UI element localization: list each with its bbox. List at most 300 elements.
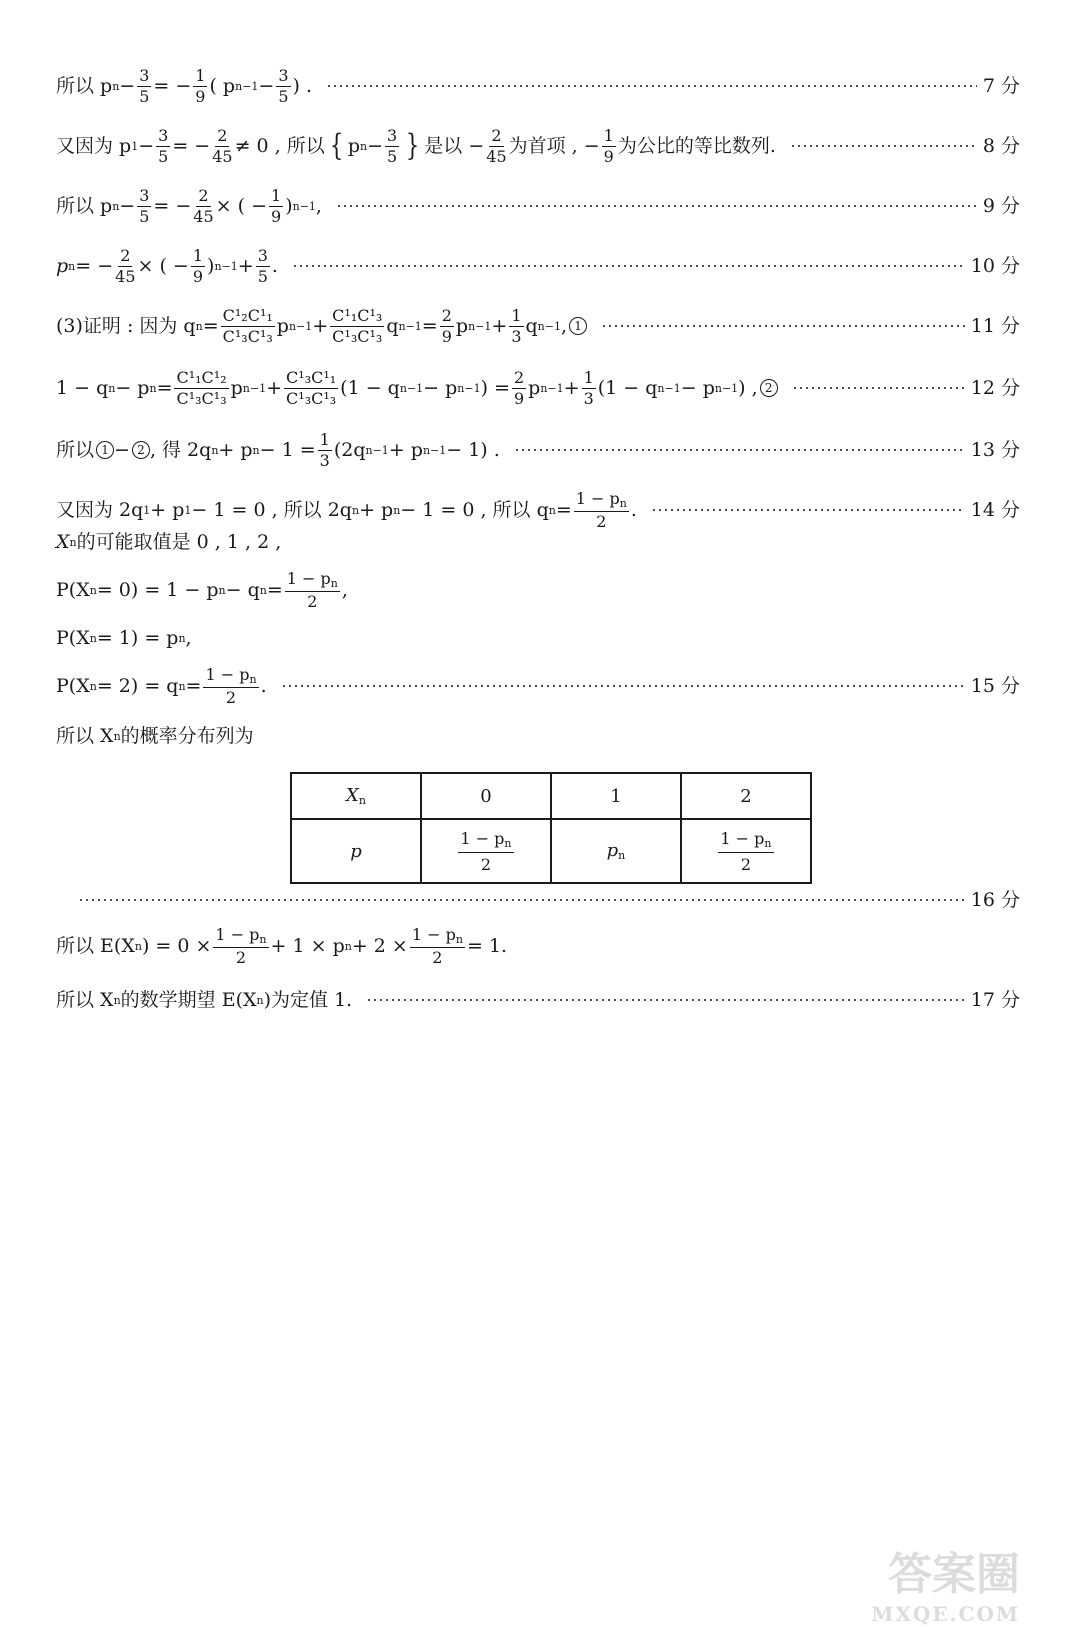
text: + p xyxy=(388,438,423,461)
fraction xyxy=(582,367,596,408)
subscript: n−1 xyxy=(235,79,259,93)
numerator xyxy=(458,829,513,853)
text: − 1) . xyxy=(446,438,500,461)
text: 1 − p xyxy=(215,924,260,944)
subscript: n xyxy=(455,932,463,946)
table-cell xyxy=(291,773,421,819)
table-cell xyxy=(421,819,551,883)
math-expression xyxy=(56,530,282,553)
text: 1 − p xyxy=(460,828,505,848)
text: p xyxy=(276,314,289,337)
denominator: 45 xyxy=(193,206,214,226)
text: = − xyxy=(153,74,192,97)
fraction xyxy=(193,185,214,226)
text: . xyxy=(271,254,278,277)
text: 所以 p xyxy=(56,194,113,217)
subscript: n xyxy=(211,443,219,457)
subscript: n−1 xyxy=(540,381,564,395)
text: p xyxy=(606,840,619,861)
leader-dots xyxy=(651,509,965,511)
solution-line-10 xyxy=(56,242,1020,290)
subscript: n xyxy=(113,729,121,743)
text: + xyxy=(312,314,329,337)
text: , 得 2q xyxy=(149,438,212,461)
fraction xyxy=(385,125,399,166)
subscript: n−1 xyxy=(537,319,561,333)
table-cell: 1 xyxy=(551,773,681,819)
numerator: 1 xyxy=(192,245,204,265)
text: − p xyxy=(423,376,458,399)
subscript: n xyxy=(113,993,121,1007)
text: + p xyxy=(150,498,185,521)
fraction xyxy=(512,367,526,408)
text: ) xyxy=(285,194,293,217)
score-label: 8 分 xyxy=(982,134,1020,157)
text: , xyxy=(560,314,568,337)
numerator: 1 xyxy=(319,429,330,449)
denominator: 45 xyxy=(212,146,233,166)
math-expression xyxy=(56,626,192,649)
fraction xyxy=(410,924,465,967)
text: = xyxy=(202,314,219,337)
subscript: n−1 xyxy=(457,381,481,395)
fraction xyxy=(330,305,384,346)
leader-dots xyxy=(326,85,977,87)
text: × ( − xyxy=(215,194,267,217)
fraction xyxy=(509,305,523,346)
subscript: n xyxy=(249,672,257,686)
subscript: n xyxy=(68,259,76,273)
solution-line xyxy=(56,712,1020,760)
subscript: n−1 xyxy=(399,381,424,395)
score-label: 17 分 xyxy=(970,988,1020,1011)
fraction xyxy=(284,367,338,408)
text: − p xyxy=(680,376,715,399)
subscript: n xyxy=(112,79,120,93)
subscript: n xyxy=(178,631,186,645)
denominator: C¹₃C¹₃ xyxy=(286,388,337,408)
subscript: n xyxy=(548,503,556,517)
denominator: 2 xyxy=(596,511,607,531)
numerator: C¹₂C¹₁ xyxy=(222,305,273,325)
numerator: 3 xyxy=(278,65,289,85)
table-row xyxy=(291,819,811,883)
numerator: 1 xyxy=(603,125,614,145)
subscript: n−1 xyxy=(422,443,447,457)
fraction xyxy=(203,664,258,707)
subscript: n−1 xyxy=(288,319,313,333)
text: + p xyxy=(359,498,394,521)
leader-dots xyxy=(790,145,977,147)
numerator: 1 xyxy=(195,65,206,85)
text: (1 − q xyxy=(340,376,400,399)
text: − 1 = 0 , 所以 q xyxy=(400,498,549,521)
denominator: 2 xyxy=(432,947,443,967)
subscript: 1 xyxy=(184,503,192,517)
text: = − xyxy=(75,254,114,277)
fraction xyxy=(191,245,205,286)
solution-line-11 xyxy=(56,302,1020,350)
text: + 2 × xyxy=(351,934,408,957)
text: − xyxy=(258,74,275,97)
subscript: n xyxy=(351,503,360,517)
subscript: n xyxy=(393,503,401,517)
text: p xyxy=(230,376,243,399)
subscript: n xyxy=(218,583,226,597)
fraction xyxy=(486,125,507,166)
text: 是以 − xyxy=(424,134,485,157)
fraction xyxy=(174,367,228,408)
math-expression xyxy=(56,367,778,408)
text: = xyxy=(185,674,202,697)
solution-line-15 xyxy=(56,662,1020,710)
fraction xyxy=(276,65,290,106)
subscript: n xyxy=(89,679,97,693)
denominator: 5 xyxy=(139,206,150,226)
subscript: n xyxy=(330,576,338,590)
solution-line-13 xyxy=(56,426,1020,474)
score-label: 7 分 xyxy=(982,74,1020,97)
subscript: n xyxy=(358,794,366,807)
text: 为首项 , − xyxy=(508,134,600,157)
text: 1 − p xyxy=(411,924,456,944)
denominator: 45 xyxy=(115,266,136,286)
text: 的可能取值是 0 , 1 , 2 , xyxy=(76,530,282,553)
numerator: C¹₃C¹₁ xyxy=(286,367,337,387)
fraction xyxy=(256,245,270,286)
fraction xyxy=(115,245,136,286)
numerator: 2 xyxy=(198,185,209,205)
subscript: n−1 xyxy=(714,381,739,395)
denominator: C¹₃C¹₃ xyxy=(176,388,227,408)
denominator: 5 xyxy=(158,146,169,166)
text: p xyxy=(528,376,541,399)
circled-number-icon: 2 xyxy=(132,441,150,459)
text: , xyxy=(341,578,348,601)
math-expression xyxy=(56,724,254,747)
math-expression xyxy=(56,65,313,106)
probability-distribution-table xyxy=(290,772,812,884)
subscript: n−1 xyxy=(657,381,681,395)
watermark-logo xyxy=(830,1538,1020,1626)
text: + 1 × p xyxy=(270,934,345,957)
subscript: n xyxy=(259,583,267,597)
leader-dots xyxy=(601,325,965,327)
text: 1 − p xyxy=(286,568,331,588)
text: 的数学期望 E(X xyxy=(120,988,257,1011)
fraction xyxy=(440,305,454,346)
text: + xyxy=(237,254,254,277)
subscript: n xyxy=(178,679,186,693)
numerator xyxy=(410,924,465,948)
circled-number-icon: 2 xyxy=(760,379,778,397)
text: = 2) = q xyxy=(96,674,179,697)
numerator: 1 xyxy=(583,367,594,387)
denominator: 5 xyxy=(387,146,398,166)
fraction xyxy=(212,125,233,166)
text: 所以 X xyxy=(56,724,114,747)
superscript: n−1 xyxy=(292,199,316,213)
text: − xyxy=(114,438,130,461)
subscript: n xyxy=(252,443,260,457)
numerator xyxy=(285,568,340,592)
score-label: 16 分 xyxy=(970,888,1020,911)
numerator: C¹₁C¹₃ xyxy=(332,305,383,325)
subscript: n xyxy=(764,836,772,850)
text: p xyxy=(350,840,362,862)
numerator xyxy=(203,664,258,688)
watermark-url: MXQE.COM xyxy=(871,1602,1020,1626)
denominator: 2 xyxy=(480,854,492,874)
fraction xyxy=(156,125,170,166)
text: = xyxy=(266,578,283,601)
denominator: 2 xyxy=(740,854,752,874)
table-cell: 0 xyxy=(421,773,551,819)
text: , xyxy=(315,194,322,217)
denominator: 9 xyxy=(441,326,452,346)
text: = 1) = p xyxy=(96,626,179,649)
math-expression xyxy=(56,988,353,1011)
subscript: 1 xyxy=(131,139,139,153)
text: 为公比的等比数列. xyxy=(617,134,776,157)
math-expression xyxy=(56,924,508,967)
score-label: 10 分 xyxy=(970,254,1020,277)
text: 又因为 2q xyxy=(56,498,144,521)
solution-line-12 xyxy=(56,364,1020,412)
subscript: n xyxy=(108,381,116,395)
subscript: n xyxy=(149,381,157,395)
text: − xyxy=(367,134,384,157)
denominator: 45 xyxy=(486,146,507,166)
text: . xyxy=(260,674,267,697)
text: − xyxy=(119,194,136,217)
text: × ( − xyxy=(137,254,189,277)
text: 1 − q xyxy=(56,376,109,399)
fraction xyxy=(137,185,151,226)
fraction xyxy=(269,185,283,226)
text: 所以 xyxy=(56,438,95,461)
circled-number-icon: 1 xyxy=(96,441,114,459)
numerator xyxy=(718,829,773,853)
numerator: 1 xyxy=(271,185,282,205)
math-expression xyxy=(56,245,278,286)
fraction xyxy=(458,829,513,874)
numerator: 2 xyxy=(441,305,452,325)
text: + xyxy=(563,376,580,399)
text: ≠ 0 , 所以 xyxy=(234,134,325,157)
math-expression xyxy=(56,125,776,166)
subscript: n xyxy=(344,939,352,953)
score-label: 15 分 xyxy=(970,674,1020,697)
leader-dots xyxy=(514,449,965,451)
text: . xyxy=(630,498,637,521)
text: + xyxy=(491,314,508,337)
text: + xyxy=(266,376,283,399)
denominator: C¹₃C¹₃ xyxy=(222,326,273,346)
denominator: 3 xyxy=(511,326,522,346)
text: 所以 E(X xyxy=(56,934,135,957)
text: = xyxy=(421,314,438,337)
leader-dots xyxy=(281,685,965,687)
text: − xyxy=(138,134,155,157)
text: − 1 = xyxy=(259,438,316,461)
text: 的概率分布列为 xyxy=(120,724,254,747)
text: p xyxy=(455,314,469,337)
text: P(X xyxy=(56,674,90,697)
subscript: n xyxy=(89,631,97,645)
leader-dots xyxy=(78,899,965,901)
denominator: 5 xyxy=(278,86,289,106)
denominator: 9 xyxy=(271,206,282,226)
score-label: 9 分 xyxy=(982,194,1020,217)
text: 1 − p xyxy=(205,664,250,684)
text: (2q xyxy=(333,438,366,461)
text: ) , xyxy=(738,376,758,399)
text: 又因为 p xyxy=(56,134,132,157)
text: = 0) = 1 − p xyxy=(96,578,219,601)
denominator: 5 xyxy=(139,86,150,106)
numerator: 3 xyxy=(257,245,268,265)
math-expression xyxy=(56,664,267,707)
numerator: 2 xyxy=(513,367,525,387)
text: − xyxy=(119,74,136,97)
leader-dots xyxy=(792,387,965,389)
text: ) = 0 × xyxy=(141,934,212,957)
subscript: n xyxy=(504,836,512,850)
text: ( p xyxy=(209,74,236,97)
denominator: 3 xyxy=(319,450,330,470)
numerator: 2 xyxy=(120,245,131,265)
subscript: n xyxy=(618,849,626,862)
score-label: 11 分 xyxy=(970,314,1020,337)
subscript: n−1 xyxy=(242,381,267,395)
fraction xyxy=(221,305,275,346)
denominator: 2 xyxy=(225,687,237,707)
text: X xyxy=(56,530,70,553)
table-cell xyxy=(291,819,421,883)
leader-dots xyxy=(292,265,965,267)
subscript: 1 xyxy=(143,503,151,517)
numerator: 3 xyxy=(158,125,169,145)
text: = − xyxy=(172,134,211,157)
score-label: 13 分 xyxy=(970,438,1020,461)
subscript: n xyxy=(134,939,142,953)
solution-line-7 xyxy=(56,62,1020,110)
denominator: 3 xyxy=(583,388,594,408)
text: P(X xyxy=(56,578,90,601)
text: ) = xyxy=(480,376,510,399)
text: P(X xyxy=(56,626,90,649)
score-label: 12 分 xyxy=(970,376,1020,399)
text: − p xyxy=(115,376,150,399)
fraction xyxy=(718,829,773,874)
subscript: n−1 xyxy=(398,319,422,333)
text: (3)证明 : 因为 q xyxy=(56,314,196,337)
numerator: 1 xyxy=(511,305,522,325)
numerator xyxy=(574,488,629,512)
text: q xyxy=(386,314,399,337)
solution-line xyxy=(56,518,1020,566)
score-label: 14 分 xyxy=(970,498,1020,521)
fraction xyxy=(213,924,268,967)
solution-line-9 xyxy=(56,182,1020,230)
text: p xyxy=(347,134,360,157)
text: 1 − p xyxy=(575,488,620,508)
text: )为定值 1. xyxy=(263,988,353,1011)
circled-number-icon: 1 xyxy=(569,317,587,335)
numerator: 3 xyxy=(387,125,398,145)
solution-line-16 xyxy=(78,876,1020,924)
fraction xyxy=(318,429,332,470)
numerator xyxy=(213,924,268,948)
text: − q xyxy=(225,578,260,601)
table-cell: 2 xyxy=(681,773,811,819)
denominator: 9 xyxy=(603,146,614,166)
text: ) . xyxy=(292,74,313,97)
table-cell xyxy=(551,819,681,883)
text: = xyxy=(555,498,572,521)
text: 所以 X xyxy=(56,988,114,1011)
denominator: 9 xyxy=(513,388,525,408)
solution-line-17 xyxy=(56,976,1020,1024)
denominator: 5 xyxy=(257,266,268,286)
subscript: n xyxy=(259,932,267,946)
text: X xyxy=(346,785,359,806)
fraction xyxy=(137,65,151,106)
leader-dots xyxy=(336,205,977,207)
text: = 1. xyxy=(466,934,508,957)
text: ) xyxy=(207,254,215,277)
table-row xyxy=(291,773,811,819)
text: (1 − q xyxy=(597,376,658,399)
numerator: C¹₁C¹₂ xyxy=(176,367,227,387)
text: + p xyxy=(218,438,253,461)
text: q xyxy=(525,314,538,337)
subscript: n xyxy=(619,496,627,510)
subscript: n xyxy=(69,535,77,549)
numerator: 2 xyxy=(217,125,228,145)
left-brace-icon: { xyxy=(329,128,343,163)
denominator: C¹₃C¹₃ xyxy=(332,326,383,346)
fraction xyxy=(193,65,207,106)
numerator: 2 xyxy=(491,125,502,145)
solution-line xyxy=(56,566,1020,614)
subscript: n−1 xyxy=(468,319,492,333)
solution-line-8 xyxy=(56,122,1020,170)
subscript: n xyxy=(256,993,264,1007)
numerator: 3 xyxy=(139,65,150,85)
denominator: 2 xyxy=(235,947,247,967)
denominator: 2 xyxy=(307,591,318,611)
text: p xyxy=(56,254,69,277)
math-expression xyxy=(56,568,348,611)
text: 1 − p xyxy=(720,828,765,848)
text: = xyxy=(156,376,173,399)
subscript: n xyxy=(89,583,97,597)
numerator: 3 xyxy=(139,185,150,205)
math-expression xyxy=(56,185,322,226)
subscript: n xyxy=(360,139,368,153)
superscript: n−1 xyxy=(214,259,238,273)
text: , xyxy=(185,626,192,649)
fraction xyxy=(602,125,616,166)
denominator: 9 xyxy=(192,266,204,286)
fraction xyxy=(285,568,340,611)
watermark-text: 答案圈 xyxy=(888,1549,1020,1600)
right-brace-icon: } xyxy=(406,128,420,163)
subscript: n−1 xyxy=(365,443,389,457)
table-cell xyxy=(681,819,811,883)
